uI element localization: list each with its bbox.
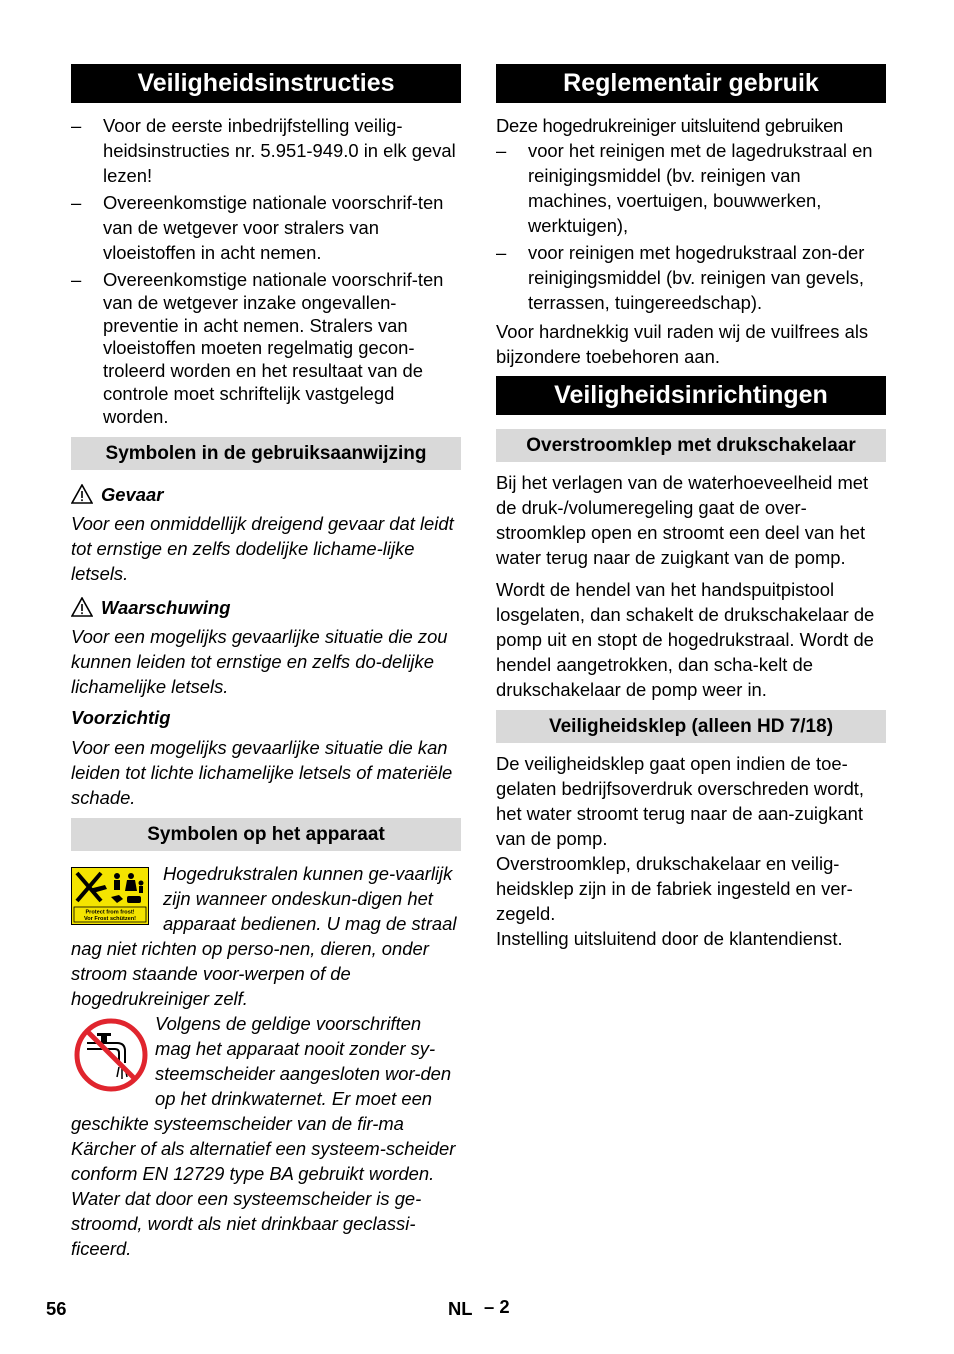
safety-valve-text-1: De veiligheidsklep gaat open indien de toe-gelaten bedrijfsoverdruk overschreden wordt, het water stroomt terug naar de aan-zuigkant van de pomp. — [496, 753, 865, 849]
heading-safety-instructions: Veiligheidsinstructies — [71, 64, 461, 103]
heading-device-symbols: Symbolen op het apparaat — [71, 818, 461, 851]
overflow-valve-text-1: Bij het verlagen van de waterhoeveelheid met de druk-/volumeregeling gaat de over-stroomklep open en stroomt een deel van het water terug naar de zuigkant van de pomp. — [496, 472, 869, 568]
sticker-text-1: Protect from frost! — [85, 909, 135, 916]
list-item: – voor reinigen met hogedrukstraal zon-der reinigingsmiddel (bv. reinigen van gevels, terrassen, tuingereedschap). — [496, 242, 865, 313]
warning-triangle-icon — [71, 597, 93, 617]
page-number: 56 — [46, 1298, 67, 1319]
list-item: – Voor de eerste inbedrijfstelling veilig-heidsinstructies nr. 5.951-949.0 in elk geval lezen! — [71, 115, 456, 186]
caution-text: Voor een mogelijks gevaarlijke situatie die kan leiden tot lichte lichamelijke letsels of materiële schade. — [71, 736, 453, 808]
sticker-text-2: Vor Frost schützen! — [83, 915, 137, 922]
caution-label: Voorzichtig — [71, 706, 171, 728]
safety-list — [71, 113, 461, 429]
list-item: – voor het reinigen met de lagedrukstraal en reinigingsmiddel (bv. reinigen van machines, voertuigen, bouwwerken, werktuigen), — [496, 140, 873, 236]
heading-intended-use: Reglementair gebruik — [496, 64, 886, 103]
footer-section-page: – 2 — [484, 1296, 510, 1317]
heading-symbols-manual: Symbolen in de gebruiksaanwijzing — [71, 437, 461, 470]
left-column — [71, 64, 461, 1261]
footer-language: NL — [448, 1298, 473, 1319]
safety-valve-text-2: Overstroomklep, drukschakelaar en veilig-heidsklep zijn in de fabriek ingesteld en ver-zegeld. — [496, 853, 853, 924]
intended-use-list — [496, 138, 886, 315]
no-direct-drinking-water-connection-icon — [73, 1017, 149, 1093]
warning-label: Waarschuwing — [101, 596, 231, 618]
list-item: – Overeenkomstige nationale voorschrif-ten van de wetgever inzake ongevallen-preventie in acht nemen. Stralers van vloeistoffen moeten regelmatig gecon-troleerd worden en het resultaat van de controle moet schriftelijk vastgelegd worden. — [71, 269, 444, 427]
device-text-1: Hogedrukstralen kunnen ge-vaarlijk zijn wanneer ondeskun-digen het apparaat bedienen. U mag de straal nag niet richten op perso-nen, dieren, onder stroom staande voor-werpen of de hogedrukreiniger zelf. — [71, 862, 457, 1009]
device-symbols-block — [71, 861, 461, 1261]
list-item: – Overeenkomstige nationale voorschrif-ten van de wetgever voor stralers van vloeistoffen in acht nemen. — [71, 192, 444, 263]
warning-triangle-icon — [71, 484, 93, 504]
right-column — [496, 64, 886, 951]
intended-use-intro: Deze hogedrukreiniger uitsluitend gebruiken — [496, 115, 843, 136]
high-pressure-warning-label-icon — [71, 867, 149, 925]
warning-text: Voor een mogelijks gevaarlijke situatie die zou kunnen leiden tot ernstige en zelfs do-delijke lichamelijke letsels. — [71, 625, 448, 697]
heading-safety-devices: Veiligheidsinrichtingen — [496, 376, 886, 415]
overflow-valve-text-2: Wordt de hendel van het handspuitpistool losgelaten, dan schakelt de drukschakelaar de pomp uit en stopt de hogedrukstraal. Wordt de hendel aangetrokken, dan scha-kelt de drukschakelaar de pomp weer in. — [496, 579, 875, 700]
safety-valve-text-3: Instelling uitsluitend door de klantendienst. — [496, 928, 843, 949]
heading-overflow-valve: Overstroomklep met drukschakelaar — [496, 429, 886, 462]
warning-label-row — [71, 595, 461, 620]
heading-safety-valve: Veiligheidsklep (alleen HD 7/18) — [496, 710, 886, 743]
device-text-3: Water dat door een systeemscheider is ge-stroomd, wordt als niet drinkbaar geclassi-ficeerd. — [71, 1187, 422, 1259]
danger-text: Voor een onmiddellijk dreigend gevaar dat leidt tot ernstige en zelfs dodelijke lichame-lijke letsels. — [71, 512, 454, 584]
danger-label: Gevaar — [101, 483, 164, 505]
danger-label-row — [71, 482, 461, 507]
device-text-2: Volgens de geldige voorschriften mag het apparaat nooit zonder sy-steemscheider aangesloten wor-den op het drinkwaternet. Er moet een geschikte systeemscheider van de fir-ma Kärcher of als alternatief een systeem-scheider conform EN 12729 type BA gebruikt worden. — [71, 1012, 456, 1184]
intended-use-outro: Voor hardnekkig vuil raden wij de vuilfrees als bijzondere toebehoren aan. — [496, 321, 869, 367]
